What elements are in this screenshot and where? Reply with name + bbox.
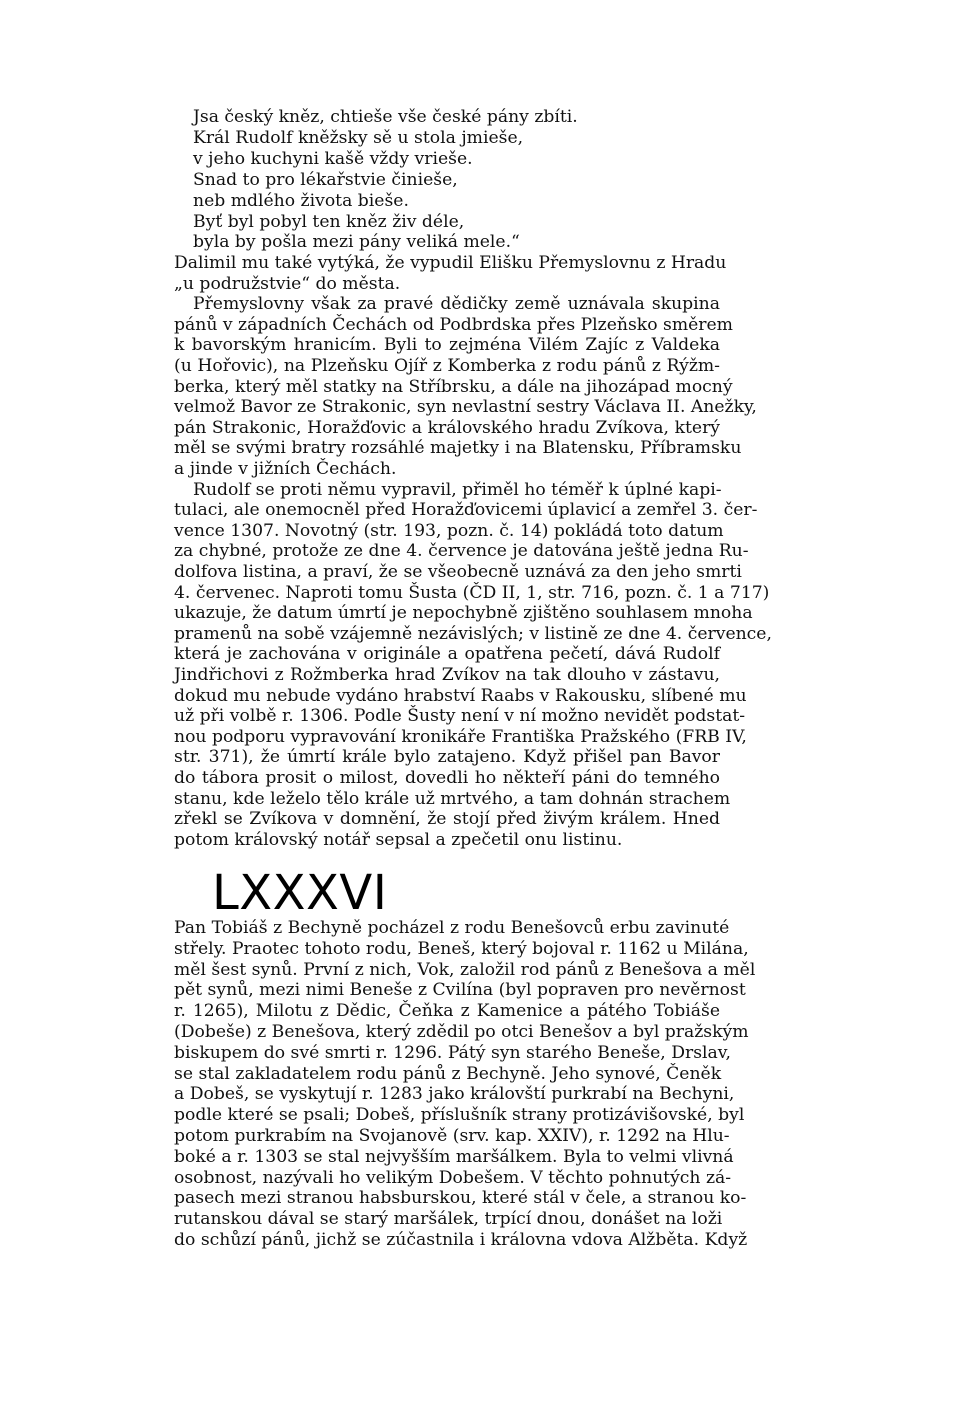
text-line: střely. Praotec tohoto rodu, Beneš, který bojoval r. 1162 u Milána, <box>174 938 749 959</box>
text-line: Dalimil mu také vytýká, že vypudil Elišku Přemyslovnu z Hradu <box>174 253 727 273</box>
text-line: tulaci, ale onemocněl před Horažďovicemi úplavicí a zemřel 3. čer- <box>174 500 758 521</box>
text-line: osobnost, nazývali ho velikým Dobešem. V těchto pohnutých zá- <box>174 1167 732 1188</box>
text-line: a jinde v jižních Čechách. <box>174 459 397 479</box>
text-line: pánů v západních Čechách od Podbrdska přes Plzeňsko směrem <box>174 314 733 335</box>
text-line: potom královský notář sepsal a zpečetil onu listinu. <box>174 829 623 850</box>
text-line: r. 1265), Milotu z Dědic, Čeňka z Kamenice a pátého Tobiáše <box>174 1001 720 1022</box>
text-line: biskupem do své smrti r. 1296. Pátý syn starého Beneše, Drslav, <box>174 1042 731 1063</box>
text-line: berka, který měl statky na Stříbrsku, a dále na jihozápad mocný <box>174 376 733 397</box>
text-line: pět synů, mezi nimi Beneše z Cvilína (byl popraven pro nevěrnost <box>174 980 746 1001</box>
text-line: (Dobeše) z Benešova, který zdědil po otci Benešov a byl pražským <box>174 1022 749 1042</box>
text-line: potom purkrabím na Svojanově (srv. kap. XXIV), r. 1292 na Hlu- <box>174 1126 730 1146</box>
text-line: 4. červenec. Naproti tomu Šusta (ČD II, 1, str. 716, pozn. č. 1 a 717) <box>174 582 770 603</box>
chapter-heading: LXXXVI <box>212 865 388 921</box>
text-line: měl šest synů. První z nich, Vok, založil rod pánů z Benešova a měl <box>174 959 756 980</box>
text-line: velmož Bavor ze Strakonic, syn nevlastní sestry Václava II. Anežky, <box>174 397 757 418</box>
text-line: za chybné, protože ze dne 4. července je datována ještě jedna Ru- <box>174 541 749 562</box>
text-line: pán Strakonic, Horažďovic a královského hradu Zvíkova, který <box>174 417 720 438</box>
text-line: str. 371), že úmrtí krále bylo zatajeno. Když přišel pan Bavor <box>174 747 720 768</box>
text-line: měl se svými bratry rozsáhlé majetky i na Blatensku, Příbramsku <box>174 438 742 459</box>
verse-line: v jeho kuchyni kašě vždy vrieše. <box>193 148 473 169</box>
text-line: už při volbě r. 1306. Podle Šusty není v ní možno nevidět podstat- <box>174 706 746 727</box>
text-line: (u Hořovic), na Plzeňsku Ojíř z Komberka z rodu pánů z Rýžm- <box>174 356 720 376</box>
text-line: boké a r. 1303 se stal nejvyšším maršálkem. Byla to velmi vlivná <box>174 1146 734 1167</box>
text-line: nou podporu vypravování kronikáře Františka Pražského (FRB IV, <box>174 726 747 747</box>
text-line: a Dobeš, se vyskytují r. 1283 jako královští purkrabí na Bechyni, <box>174 1084 735 1105</box>
text-line: podle které se psali; Dobeš, příslušník strany protizávišovské, byl <box>174 1105 745 1126</box>
text-line: pasech mezi stranou habsburskou, které stál v čele, a stranou ko- <box>174 1188 747 1209</box>
text-line: do tábora prosit o milost, dovedli ho někteří páni do temného <box>174 768 720 788</box>
verse-line: byla by pošla mezi pány veliká mele.“ <box>193 232 520 253</box>
text-line: dolfova listina, a praví, že se všeobecně uznává za den jeho smrti <box>174 562 742 582</box>
text-line: Pan Tobiáš z Bechyně pocházel z rodu Benešovců erbu zavinuté <box>174 918 730 938</box>
verse-line: Byť byl pobyl ten kněz živ déle, <box>193 211 465 232</box>
verse-line: Jsa český kněz, chtieše vše české pány zbíti. <box>193 107 578 127</box>
text-line: zřekl se Zvíkova v domnění, že stojí před živým králem. Hned <box>174 809 720 830</box>
text-line: Jindřichovi z Rožmberka hrad Zvíkov na tak dlouho v zástavu, <box>174 665 720 685</box>
text-line: vence 1307. Novotný (str. 193, pozn. č. 14) pokládá toto datum <box>174 520 724 541</box>
text-line: Přemyslovny však za pravé dědičky země uznávala skupina <box>193 294 720 315</box>
verse-line: Král Rudolf kněžsky sě u stola jmieše, <box>193 127 524 148</box>
text-line: dokud mu nebude vydáno hrabství Raabs v Rakousku, slíbené mu <box>174 685 747 706</box>
text-line: Rudolf se proti němu vypravil, přiměl ho téměř k úplné kapi- <box>193 479 722 500</box>
text-line: ukazuje, že datum úmrtí je nepochybně zjištěno souhlasem mnoha <box>174 603 753 624</box>
text-line: stanu, kde leželo tělo krále už mrtvého, a tam dohnán strachem <box>174 788 731 809</box>
text-line: která je zachována v originále a opatřena pečetí, dává Rudolf <box>174 644 720 665</box>
text-line: se stal zakladatelem rodu pánů z Bechyně. Jeho synové, Čeněk <box>174 1063 722 1084</box>
verse-line: neb mdlého života bieše. <box>193 190 409 211</box>
text-line: pramenů na sobě vzájemně nezávislých; v listině ze dne 4. července, <box>174 623 772 644</box>
text-line: do schůzí pánů, jichž se zúčastnila i královna vdova Alžběta. Když <box>174 1230 748 1250</box>
text-line: „u podružstvie“ do města. <box>174 273 401 294</box>
verse-line: Snad to pro lékařstvie činieše, <box>193 169 458 190</box>
text-line: k bavorským hranicím. Byli to zejména Vilém Zajíc z Valdeka <box>174 335 720 356</box>
text-line: rutanskou dával se starý maršálek, trpící dnou, donášet na loži <box>174 1209 723 1230</box>
